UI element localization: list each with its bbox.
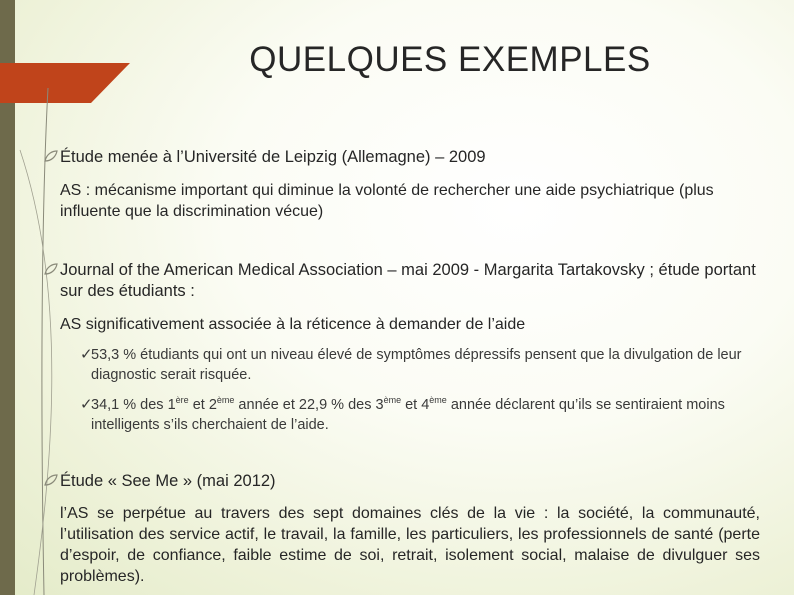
check-item-depressive-symptoms: [80, 345, 765, 385]
leaf-bullet-icon: [44, 473, 58, 487]
bullet-heading: Journal of the American Medical Association – mai 2009 - Margarita Tartakovsky ; étude portant sur des étudiants :: [60, 261, 756, 300]
checkmark-icon: ✓: [80, 346, 93, 363]
see-me-study-detail: l’AS se perpétue au travers des sept domaines clés de la vie : la société, la communauté, l’utilisation des service actif, le travail, la famille, les particuliers, les professionnels de santé (perte d’espoir, de confiance, faible estime de soi, retrait, isolement social, malaise de divulguer ses problèmes).: [60, 505, 760, 585]
check-item-text: 53,3 % étudiants qui ont un niveau élevé de symptômes dépressifs pensent que la divulgation de leur diagnostic serait risquée.: [91, 347, 742, 383]
bullet-heading: Étude « See Me » (mai 2012): [60, 472, 276, 490]
leaf-bullet-icon: [44, 262, 58, 276]
check-item-feel-less-intelligent: [80, 395, 765, 435]
bullet-leipzig-study: [44, 147, 764, 168]
leipzig-study-detail: AS : mécanisme important qui diminue la volonté de rechercher une aide psychiatrique (plus influente que la discrimination vécue): [60, 182, 714, 220]
jama-study-detail: AS significativement associée à la réticence à demander de l’aide: [60, 316, 526, 333]
check-item-text: 34,1 % des 1ère et 2ème année et 22,9 % des 3ème et 4ème année déclarent qu’ils se sentiraient moins intelligents s’ils cherchaient de l’aide.: [91, 395, 725, 433]
leaf-bullet-icon: [44, 149, 58, 163]
slide-title: QUELQUES EXEMPLES: [249, 40, 651, 79]
bullet-jama-study: [44, 260, 764, 302]
bullet-heading: Étude menée à l’Université de Leipzig (Allemagne) – 2009: [60, 148, 486, 166]
checkmark-icon: ✓: [80, 396, 93, 413]
bullet-see-me-study: [44, 471, 764, 492]
